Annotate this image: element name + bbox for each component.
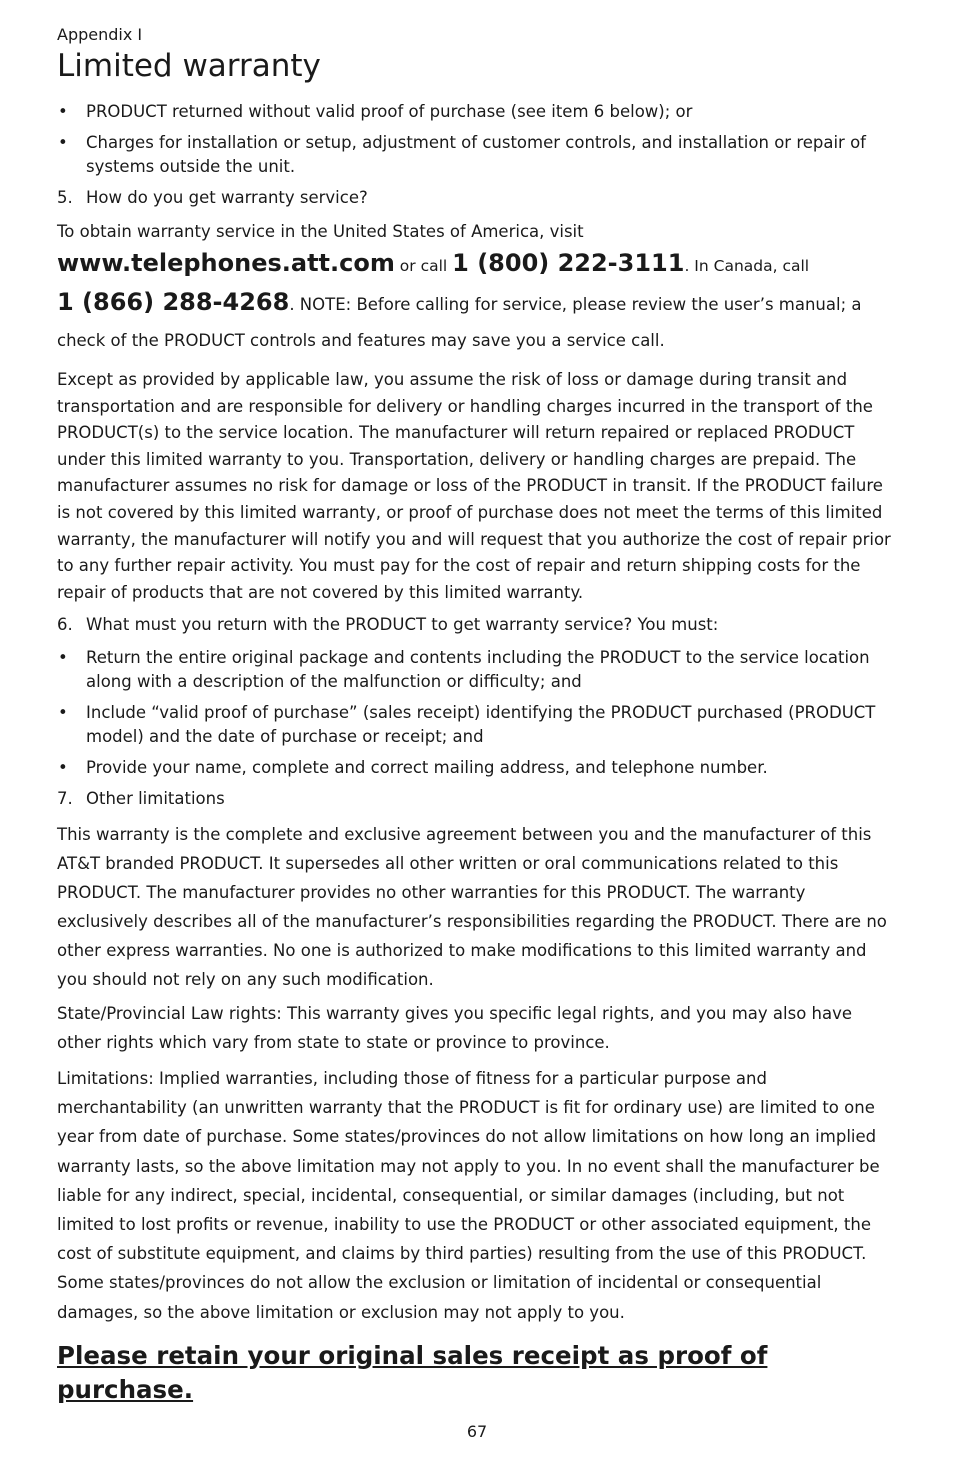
bullet-icon: • bbox=[58, 648, 68, 668]
document-page bbox=[57, 24, 899, 1407]
service-intro: To obtain warranty service in the United States of America, visit bbox=[57, 222, 584, 241]
numbered-item-5: 5. How do you get warranty service? bbox=[57, 188, 368, 207]
bullet-icon: • bbox=[58, 133, 68, 152]
retain-receipt-notice: Please retain your original sales receipt as proof of purchase. bbox=[57, 1340, 768, 1404]
list-item: • Provide your name, complete and correct mailing address, and telephone number. bbox=[57, 756, 899, 780]
list-item: • PRODUCT returned without valid proof of purchase (see item 6 below); or bbox=[57, 100, 899, 124]
state-law-paragraph: State/Provincial Law rights: This warranty gives you specific legal rights, and you may also have other rights which vary from state to state or province to province. bbox=[57, 1004, 853, 1053]
numbered-item-7: 7. Other limitations bbox=[57, 789, 225, 809]
page-number: 67 bbox=[466, 1422, 488, 1441]
page-title: Limited warranty bbox=[57, 48, 321, 84]
agreement-paragraph: This warranty is the complete and exclusive agreement between you and the manufacturer of this AT&T branded PRODUCT. It supersedes all other written or oral communications related to this PRODUCT. The manufacturer provides no other warranties for this PRODUCT. The warranty exclusively describes all of the manufacturer’s responsibilities regarding the PRODUCT. There are no other express warranties. No one is authorized to make modifications to this limited warranty and you should not rely on any such modification. bbox=[57, 825, 887, 990]
canada-phone-number: 1 (866) 288-4268 bbox=[57, 288, 290, 316]
bullet-icon: • bbox=[58, 703, 68, 723]
appendix-label: Appendix I bbox=[57, 25, 143, 44]
website-link[interactable]: www.telephones.att.com bbox=[57, 249, 395, 277]
list-item: • Return the entire original package and contents including the PRODUCT to the service location along with a description of the malfunction or difficulty; and bbox=[58, 648, 870, 692]
limitations-paragraph: Limitations: Implied warranties, including those of fitness for a particular purpose and merchantability (an unwritten warranty that the PRODUCT is fit for ordinary use) are limited to one year from date of purchase. Some states/provinces do not allow limitations on how long an implied warranty lasts, so the above limitation may not apply to you. In no event shall the manufacturer be liable for any indirect, special, incidental, consequential, or similar damages (including, but not limited to lost profits or revenue, inability to use the PRODUCT or other associated equipment, the cost of substitute equipment, and claims by third parties) resulting from the use of this PRODUCT. Some states/provinces do not allow the exclusion or limitation of incidental or consequential damages, so the above limitation or exclusion may not apply to you. bbox=[57, 1068, 880, 1322]
list-item: • Include “valid proof of purchase” (sales receipt) identifying the PRODUCT purchased (PRODUCT model) and the date of purchase or receipt; and bbox=[58, 703, 876, 747]
transit-paragraph: Except as provided by applicable law, you assume the risk of loss or damage during transit and transportation and are responsible for delivery or handling charges incurred in the transport of the PRODUCT(s) to the service location. The manufacturer will return repaired or replaced PRODUCT under this limited warranty to you. Transportation, delivery or handling charges are prepaid. The manufacturer assumes no risk for damage or loss of the PRODUCT in transit. If the PRODUCT failure is not covered by this limited warranty, or proof of purchase does not meet the terms of this limited warranty, the manufacturer will notify you and will request that you authorize the cost of repair prior to any further repair activity. You must pay for the cost of repair and return shipping costs for the repair of products that are not covered by this limited warranty. bbox=[57, 370, 891, 602]
exclusions-list bbox=[57, 100, 899, 179]
us-phone-number: 1 (800) 222-3111 bbox=[452, 249, 685, 277]
numbered-item-6: 6. What must you return with the PRODUCT to get warranty service? You must: bbox=[57, 615, 719, 635]
service-note: . NOTE: Before calling for service, please review the user’s manual; a check of the PRODUCT controls and features may save you a service call. bbox=[57, 295, 862, 350]
bullet-icon: • bbox=[58, 758, 68, 778]
bullet-icon: • bbox=[58, 102, 68, 121]
return-requirements-list bbox=[57, 646, 899, 780]
list-item: • Charges for installation or setup, adjustment of customer controls, and installation or repair of systems outside the unit. bbox=[58, 133, 866, 176]
service-contact-paragraph: To obtain warranty service in the United States of America, visit www.telephones.att.com or call 1 (800) 222-3111. In Canada, call 1 (866) 288-4268. NOTE: Before calling for service, please review the user’s manual; a check of the PRODUCT controls and features may save you a service call. bbox=[57, 219, 899, 359]
